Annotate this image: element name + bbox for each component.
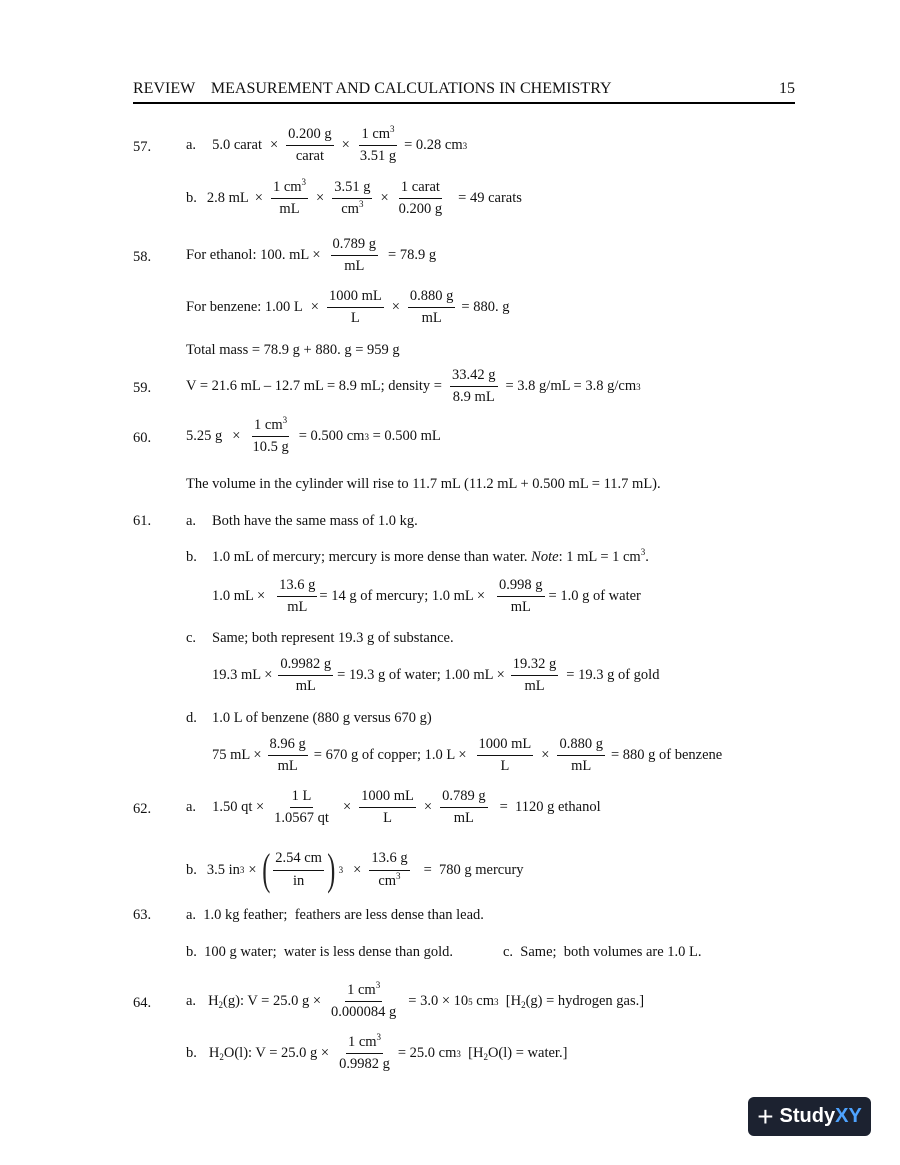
fraction: $\frac{1 cm^3}{3.51 g}$: [359, 124, 397, 165]
problem-number-64: 64.: [133, 995, 152, 1011]
problem-number-57: 57.: [133, 139, 152, 155]
expr-text: 2.8 mL: [206, 190, 249, 207]
part-label: d.: [186, 710, 197, 726]
expr-text: 5.25 g: [186, 428, 223, 445]
problem-number-61: 61.: [133, 513, 152, 529]
result: = 1.0 g of water: [548, 588, 641, 605]
expr-text: For ethanol: 100. mL ×: [186, 247, 321, 264]
ethanol-calc: For ethanol: 100. mL × $\frac{0.789 g}{mL}$ = 78.9 g: [186, 236, 437, 275]
part-label: a.: [186, 993, 197, 1010]
result-ml: = 0.500 mL: [368, 428, 441, 445]
answer-text: Both have the same mass of 1.0 kg.: [212, 513, 418, 529]
problem-62b: b. 3.5 in 3 × ( 2.54 cm in ) 3 × $\frac{13.6 g}{cm^3}$ = 780 g mercury: [186, 845, 524, 894]
expr-text: 75 mL ×: [212, 747, 262, 764]
answer-text: Same; both represent 19.3 g of substance.: [212, 630, 454, 646]
cylinder-note: The volume in the cylinder will rise to 11.7 mL (11.2 mL + 0.500 mL = 11.7 mL).: [186, 476, 661, 492]
part-label: b.: [186, 861, 197, 878]
answer-text: 1.0 mL of mercury; mercury is more dense than water. Note: 1 mL = 1 $cm^3$.: [212, 547, 649, 565]
result: = 880. g: [461, 299, 510, 316]
problem-60: 5.25 g × $\frac{1 cm^3}{10.5 g}$ = 0.500 cm 3 = 0.500 mL: [186, 415, 441, 456]
result: = 49 carats: [458, 190, 522, 207]
expr-text: For benzene: 1.00 L: [186, 299, 303, 316]
result: = 780 g mercury: [423, 861, 524, 878]
total-mass: Total mass = 78.9 g + 880. g = 959 g: [186, 342, 400, 358]
expr-text: 3.5 in: [206, 861, 240, 878]
part-label: c.: [186, 630, 197, 646]
problem-62a: a. 1.50 qt × $\frac{1 L}{1.0567 qt}$ × $\frac{1000 mL}{L}$ × $\frac{0.789 g}{mL}$ = 1120 g ethanol: [186, 788, 601, 827]
problem-number-59: 59.: [133, 380, 152, 396]
result: = 3.0 × 10: [408, 993, 469, 1010]
result: = 880 g of benzene: [610, 747, 723, 764]
problem-57a: a. 5.0 carat × 0.200 g carat × $\frac{1 cm^3}{3.51 g}$ = 0.28 cm 3: [186, 124, 468, 165]
result: = 3.8 g/mL = 3.8 g/cm: [505, 378, 637, 395]
result: = 0.28 cm: [404, 137, 463, 154]
problem-number-63: 63.: [133, 907, 152, 923]
page-header: [133, 80, 795, 104]
part-label: a.: [186, 799, 197, 816]
problem-57b: b. 2.8 mL × $\frac{1 cm^3}{mL}$ × $\frac{3.51 g}{cm^3}$ × 1 carat 0.200 g = 49 carats: [186, 177, 522, 218]
answer-63b: b. 100 g water; water is less dense than gold.: [186, 944, 453, 960]
expr-text: = 19.3 g of water; 1.00 mL ×: [337, 667, 505, 684]
problem-61c-calc: 19.3 mL × $\frac{0.9982 g}{mL}$ = 19.3 g of water; 1.00 mL × $\frac{19.32 g}{mL}$ = 19.3 g of gold: [212, 656, 660, 695]
problem-number-58: 58.: [133, 249, 152, 265]
expr-text: 19.3 mL ×: [212, 667, 273, 684]
answer-63a: a. 1.0 kg feather; feathers are less dense than lead.: [186, 907, 484, 923]
problem-64b: b. $H_2O(l)$: V = 25.0 g × $\frac{1 cm^3}{0.9982 g}$ = 25.0 cm 3 [$H_2O(l)$ = water.]: [186, 1032, 568, 1073]
answer-63c: c. Same; both volumes are 1.0 L.: [503, 944, 702, 960]
expr-text: V = 21.6 mL – 12.7 mL = 8.9 mL; density =: [186, 378, 442, 395]
expr-text: 1.0 mL ×: [212, 588, 266, 605]
result: = 25.0 cm: [397, 1045, 457, 1062]
part-label: b.: [186, 190, 197, 207]
expr-text: 1.50 qt ×: [212, 799, 265, 816]
part-label: a.: [186, 137, 197, 154]
problem-61b-calc: 1.0 mL × $\frac{13.6 g}{mL}$ = 14 g of mercury; 1.0 mL × $\frac{0.998 g}{mL}$ = 1.0 g of water: [212, 577, 641, 616]
benzene-calc: For benzene: 1.00 L × $\frac{1000 mL}{L}$ × $\frac{0.880 g}{mL}$ = 880. g: [186, 288, 510, 327]
expr-text: 5.0 carat: [212, 137, 262, 154]
answer-text: 1.0 L of benzene (880 g versus 670 g): [212, 710, 432, 726]
problem-61d-calc: 75 mL × $\frac{8.96 g}{mL}$ = 670 g of copper; 1.0 L × $\frac{1000 mL}{L}$ × $\frac{0.880 g}{mL}$ = 880 g of benzene: [212, 736, 723, 775]
result: = 0.500 cm: [298, 428, 365, 445]
problem-59: V = 21.6 mL – 12.7 mL = 8.9 mL; density = $\frac{33.42 g}{8.9 mL}$ = 3.8 g/mL = 3.8 g/cm 3: [186, 367, 641, 406]
part-label: b.: [186, 549, 197, 565]
problem-number-60: 60.: [133, 430, 152, 446]
plus-icon: +: [757, 1100, 774, 1132]
problem-64a: a. $H_2(g)$: V = 25.0 g × $\frac{1 cm^3}{0.000084 g}$ = 3.0 × 10 5 cm 3 [$H_2(g)$ = hydrogen gas.]: [186, 980, 645, 1021]
page-number: 15: [779, 80, 795, 97]
problem-number-62: 62.: [133, 801, 152, 817]
result: = 78.9 g: [388, 247, 437, 264]
expr-text: = 670 g of copper; 1.0 L ×: [313, 747, 467, 764]
studyxy-badge[interactable]: + Study XY: [748, 1097, 871, 1136]
running-head: REVIEW MEASUREMENT AND CALCULATIONS IN CHEMISTRY: [133, 80, 612, 97]
result: = 19.3 g of gold: [566, 667, 660, 684]
fraction: 0.200 g carat: [288, 126, 332, 165]
result: = 1120 g ethanol: [499, 799, 601, 816]
expr-text: = 14 g of mercury; 1.0 mL ×: [319, 588, 486, 605]
part-label: b.: [186, 1045, 197, 1062]
part-label: a.: [186, 513, 197, 529]
